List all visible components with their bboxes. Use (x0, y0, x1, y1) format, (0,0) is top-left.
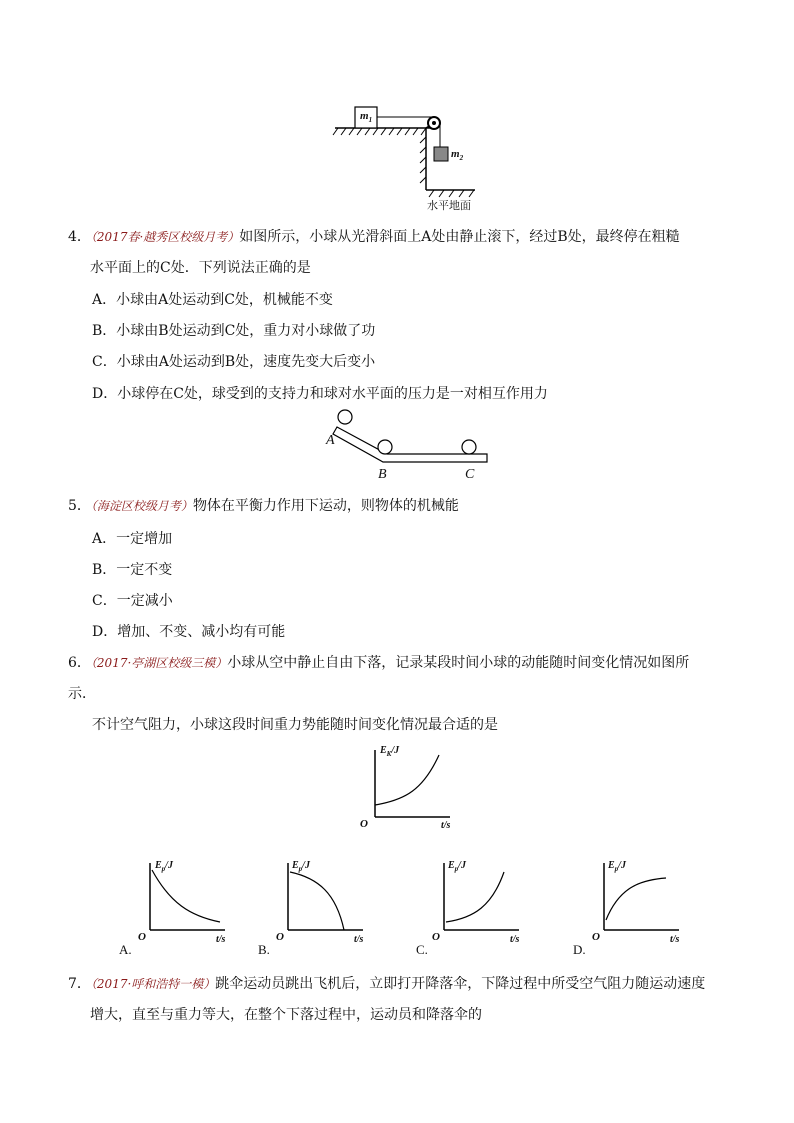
q7-line1 (68, 975, 705, 993)
q7-source: （2017·呼和浩特一模） (90, 977, 216, 991)
q4-option-c: C．小球由A处运动到B处，速度先变大后变小 (92, 354, 376, 370)
q6-source: （2017·亭湖区校级三模） (90, 656, 228, 670)
ep-graph-a (140, 858, 230, 938)
q7-number: 7． (68, 976, 91, 992)
q7-text1: 跳伞运动员跳出飞机后，立即打开降落伞，下降过程中所受空气阻力随运动速度 (215, 976, 706, 992)
q6-text2: 示． (68, 686, 96, 702)
q4-option-a: A．小球由A处运动到C处，机械能不变 (92, 292, 333, 308)
ep-a-ylabel: $E_p/J$ (155, 860, 173, 873)
q4-text2: 水平面上的C处．下列说法正确的是 (90, 260, 311, 276)
q5-option-c: C．一定减小 (92, 593, 173, 609)
q6-line1 (68, 654, 689, 672)
ek-origin: O (360, 818, 368, 830)
q4-option-d: D．小球停在C处，球受到的支持力和球对水平面的压力是一对相互作用力 (92, 386, 548, 402)
ep-d-ylabel: $E_p/J$ (608, 860, 626, 873)
point-a-label: A (326, 433, 335, 448)
q5-number: 5． (68, 498, 91, 514)
q4-number: 4． (68, 229, 91, 245)
q6-text1: 小球从空中静止自由下落，记录某段时间小球的动能随时间变化情况如图所 (227, 655, 690, 671)
ek-xlabel: t/s (441, 820, 451, 831)
q6-number: 6． (68, 655, 91, 671)
ep-d-origin: O (592, 931, 600, 943)
ep-c-ylabel: $E_p/J$ (448, 860, 466, 873)
choice-b-letter: B. (258, 942, 270, 957)
ep-b-ylabel: $E_p/J$ (292, 860, 310, 873)
q5-option-d: D．增加、不变、减小均有可能 (92, 624, 286, 640)
q7-text2: 增大，直至与重力等大，在整个下落过程中，运动员和降落伞的 (90, 1007, 482, 1023)
ep-a-xlabel: t/s (216, 934, 226, 945)
q4-option-b: B．小球由B处运动到C处，重力对小球做了功 (92, 323, 376, 339)
q5-source: （海淀区校级月考） (90, 499, 193, 513)
q4-line1 (68, 228, 680, 246)
q5-option-b: B．一定不变 (92, 562, 173, 578)
q6-text3: 不计空气阻力，小球这段时间重力势能随时间变化情况最合适的是 (92, 717, 498, 733)
point-c-label: C (465, 467, 475, 482)
choice-c-letter: C. (416, 942, 428, 957)
q5-option-a: A．一定增加 (92, 531, 173, 547)
ep-c-origin: O (432, 931, 440, 943)
m2-label: $m_2$ (451, 148, 464, 163)
ek-graph (365, 745, 455, 825)
q5-text: 物体在平衡力作用下运动，则物体的机械能 (192, 498, 459, 514)
ep-b-xlabel: t/s (354, 934, 364, 945)
ep-d-xlabel: t/s (670, 934, 680, 945)
q5-line1 (68, 497, 459, 515)
point-b-label: B (378, 467, 387, 482)
ground-label: 水平地面 (427, 199, 471, 212)
ep-a-origin: O (138, 931, 146, 943)
q4-text1: 如图所示，小球从光滑斜面上A处由静止滚下，经过B处，最终停在粗糙 (239, 229, 680, 245)
m1-label: $m_1$ (360, 110, 373, 125)
choice-d-letter: D. (573, 942, 586, 957)
ep-b-origin: O (276, 931, 284, 943)
choice-a-letter: A. (119, 942, 132, 957)
ek-ylabel: $E_K/J$ (380, 745, 400, 758)
ep-c-xlabel: t/s (510, 934, 520, 945)
q4-source: （2017春·越秀区校级月考） (90, 230, 240, 244)
